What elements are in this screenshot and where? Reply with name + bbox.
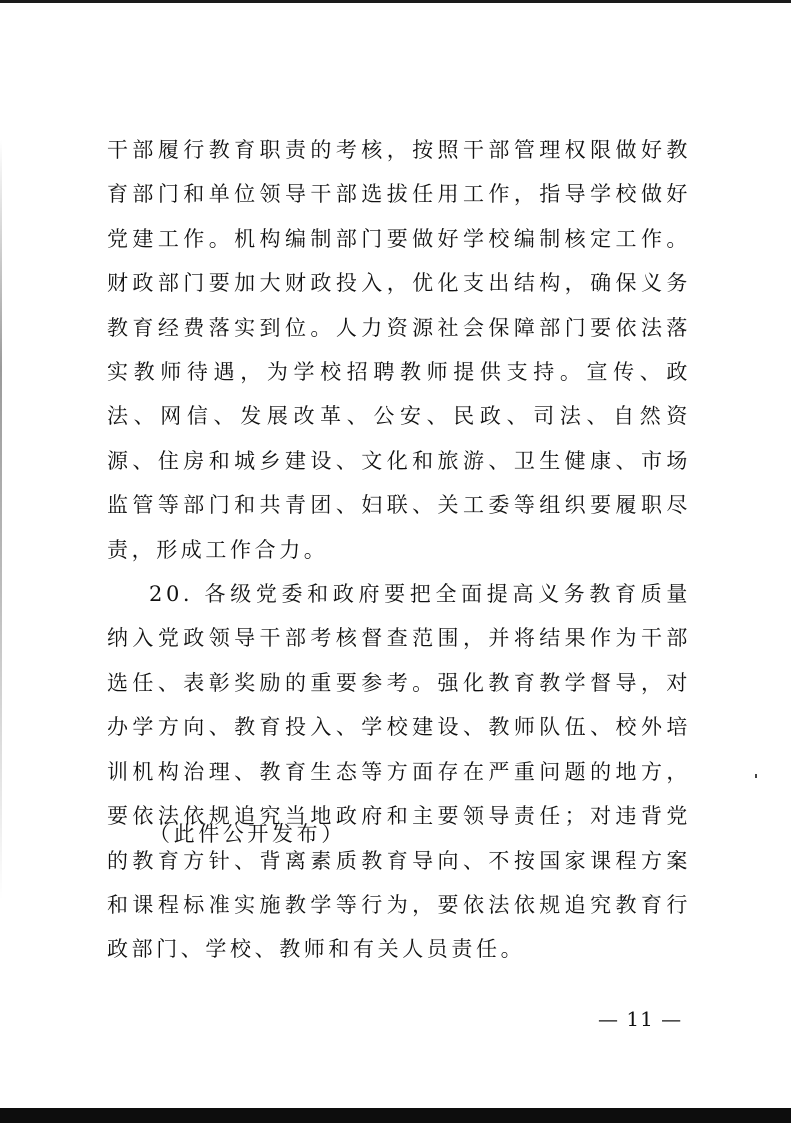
paragraph-continuation: 干部履行教育职责的考核，按照干部管理权限做好教育部门和单位领导干部选拔任用工作，指导学校做好党建工作。机构编制部门要做好学校编制核定工作。财政部门要加大财政投入，优化支出结构，确保义务教育经费落实到位。人力资源社会保障部门要依法落实教师待遇，为学校招聘教师提供支持。宣传、政法、网信、发展改革、公安、民政、司法、自然资源、住房和城乡建设、文化和旅游、卫生健康、市场监管等部门和共青团、妇联、关工委等组织要履职尽责，形成工作合力。 — [107, 138, 691, 562]
paragraph-item-20: 20. 各级党委和政府要把全面提高义务教育质量纳入党政领导干部考核督查范围，并将结果作为干部选任、表彰奖励的重要参考。强化教育教学督导，对办学方向、教育投入、学校建设、教师队伍、校外培训机构治理、教育生态等方面存在严重问题的地方，要依法依规追究当地政府和主要领导责任；对违背党的教育方针、背离素质教育导向、不按国家课程方案和课程标准实施教学等行为，要依法依规追究教育行政部门、学校、教师和有关人员责任。 — [107, 582, 691, 962]
page-number: — 11 — — [598, 1007, 683, 1031]
scan-top-edge — [0, 0, 791, 3]
scan-left-shadow — [0, 140, 2, 900]
scan-speck — [755, 774, 757, 778]
publication-note: （此件公开发布） — [149, 822, 346, 846]
scan-bottom-edge — [0, 1108, 791, 1123]
